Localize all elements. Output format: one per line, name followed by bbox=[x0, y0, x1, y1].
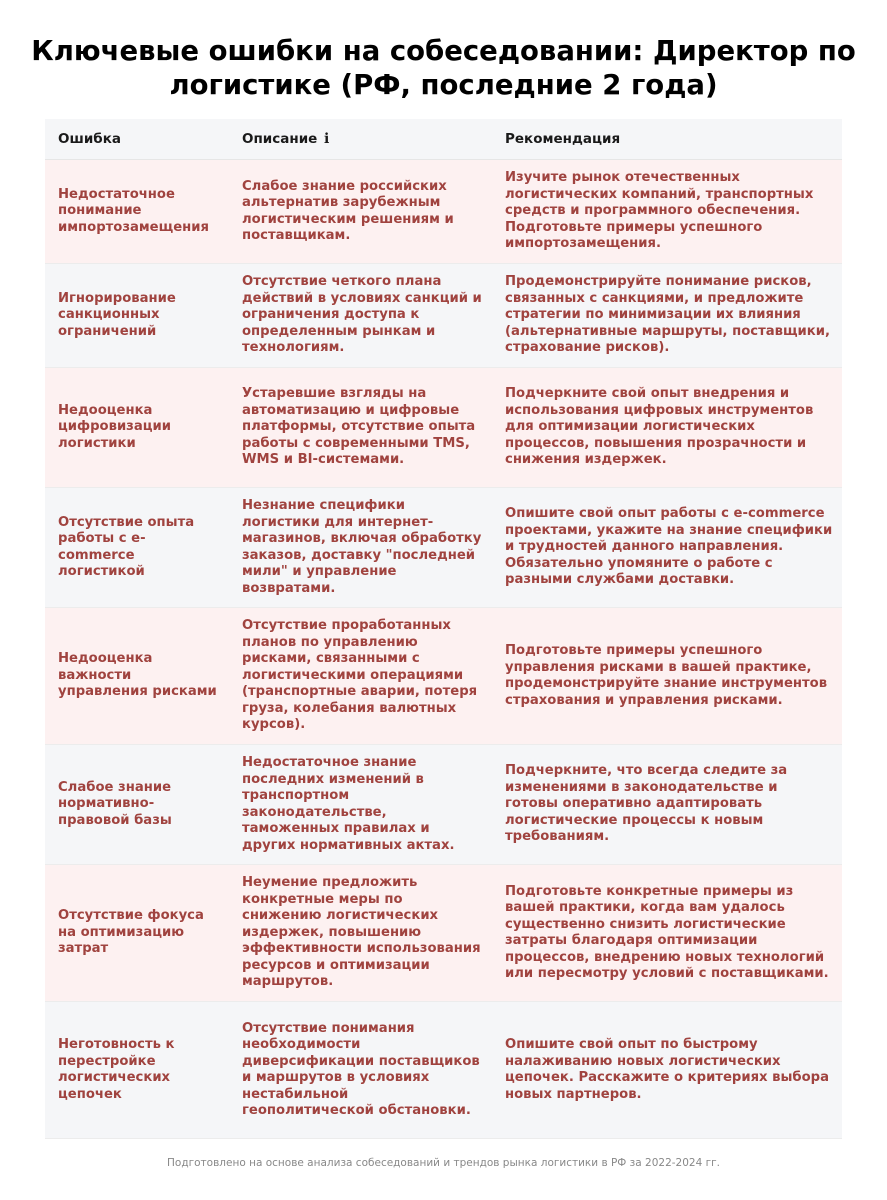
row-recommendation: Опишите свой опыт по быстрому налаживанию новых логистических цепочек. Расскажите о критериях выбора новых партнеров. bbox=[492, 1002, 842, 1139]
row-recommendation: Изучите рынок отечественных логистических компаний, транспортных средств и программного обеспечения. Подготовьте примеры успешного импортозамещения. bbox=[492, 160, 842, 264]
row-description: Незнание специфики логистики для интернет-магазинов, включая обработку заказов, доставку "последней мили" и управление возвратами. bbox=[229, 488, 492, 608]
row-description: Отсутствие четкого плана действий в условиях санкций и ограничения доступа к определенным рынкам и технологиям. bbox=[229, 264, 492, 368]
header-recommendation bbox=[492, 119, 842, 160]
header-error bbox=[45, 119, 229, 160]
row-description: Недостаточное знание последних изменений в транспортном законодательстве, таможенных правилах и других нормативных актах. bbox=[229, 745, 492, 865]
table-header-row bbox=[45, 119, 842, 160]
header-error-label: Ошибка bbox=[58, 131, 121, 147]
row-recommendation: Опишите свой опыт работы с e-commerce проектами, укажите на знание специфики и трудностей данного направления. Обязательно упомяните о работе с разными службами доставки. bbox=[492, 488, 842, 608]
row-description: Слабое знание российских альтернатив зарубежным логистическим решениям и поставщикам. bbox=[229, 160, 492, 264]
row-error: Отсутствие фокуса на оптимизацию затрат bbox=[45, 865, 229, 1002]
table-row bbox=[45, 264, 842, 368]
row-error: Слабое знание нормативно-правовой базы bbox=[45, 745, 229, 865]
table-row bbox=[45, 488, 842, 608]
row-error: Недостаточное понимание импортозамещения bbox=[45, 160, 229, 264]
row-recommendation: Подготовьте примеры успешного управления рисками в вашей практике, продемонстрируйте знание инструментов страхования и управления рисками. bbox=[492, 608, 842, 745]
page-title: Ключевые ошибки на собеседовании: Директор по логистике (РФ, последние 2 года) bbox=[31, 35, 856, 101]
row-error: Отсутствие опыта работы с e-commerce логистикой bbox=[45, 488, 229, 608]
row-error: Игнорирование санкционных ограничений bbox=[45, 264, 229, 368]
row-description: Отсутствие проработанных планов по управлению рисками, связанными с логистическими операциями (транспортные аварии, потеря груза, колебания валютных курсов). bbox=[229, 608, 492, 745]
table-row bbox=[45, 608, 842, 745]
header-description-label: Описание bbox=[242, 131, 318, 147]
table-row bbox=[45, 745, 842, 865]
errors-table bbox=[45, 119, 842, 1139]
info-icon[interactable]: ℹ bbox=[324, 131, 330, 147]
table-row bbox=[45, 368, 842, 488]
row-recommendation: Подготовьте конкретные примеры из вашей практики, когда вам удалось существенно снизить логистические затраты благодаря оптимизации процессов, внедрению новых технологий или пересмотру условий с поставщиками. bbox=[492, 865, 842, 1002]
table-row bbox=[45, 160, 842, 264]
table-row bbox=[45, 1002, 842, 1139]
row-recommendation: Подчеркните свой опыт внедрения и использования цифровых инструментов для оптимизации логистических процессов, повышения прозрачности и снижения издержек. bbox=[492, 368, 842, 488]
header-description bbox=[229, 119, 492, 160]
row-error: Неготовность к перестройке логистических цепочек bbox=[45, 1002, 229, 1139]
row-recommendation: Подчеркните, что всегда следите за изменениями в законодательстве и готовы оперативно адаптировать логистические процессы к новым требованиям. bbox=[492, 745, 842, 865]
row-description: Устаревшие взгляды на автоматизацию и цифровые платформы, отсутствие опыта работы с современными TMS, WMS и BI-системами. bbox=[229, 368, 492, 488]
row-error: Недооценка важности управления рисками bbox=[45, 608, 229, 745]
row-error: Недооценка цифровизации логистики bbox=[45, 368, 229, 488]
row-recommendation: Продемонстрируйте понимание рисков, связанных с санкциями, и предложите стратегии по минимизации их влияния (альтернативные маршруты, поставщики, страхование рисков). bbox=[492, 264, 842, 368]
row-description: Отсутствие понимания необходимости диверсификации поставщиков и маршрутов в условиях нестабильной геополитической обстановки. bbox=[229, 1002, 492, 1139]
footnote: Подготовлено на основе анализа собеседований и трендов рынка логистики в РФ за 2022-2024 гг. bbox=[167, 1157, 720, 1169]
table-row bbox=[45, 865, 842, 1002]
row-description: Неумение предложить конкретные меры по снижению логистических издержек, повышению эффективности использования ресурсов и оптимизации маршрутов. bbox=[229, 865, 492, 1002]
header-recommendation-label: Рекомендация bbox=[505, 131, 621, 147]
